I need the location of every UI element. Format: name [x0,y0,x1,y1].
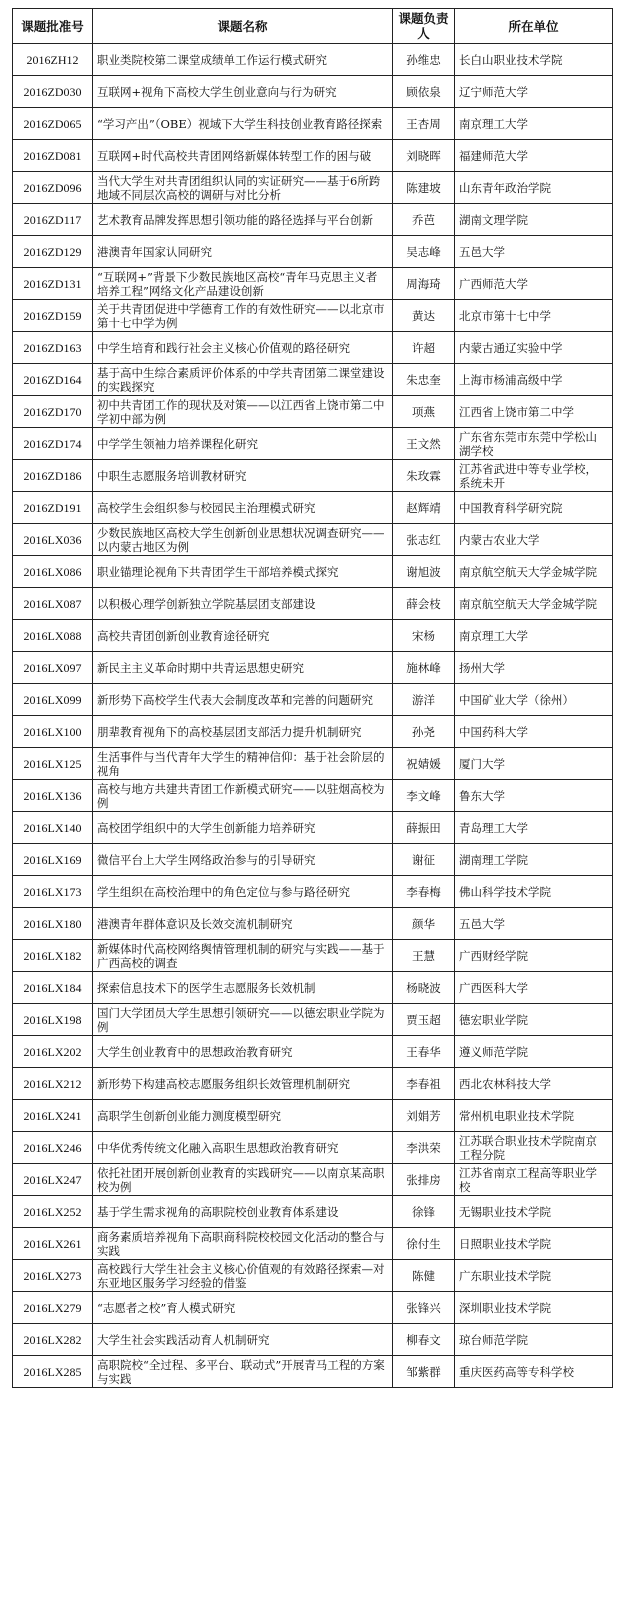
table-row [13,1228,613,1260]
approval-no-cell: 2016LX100 [13,716,93,748]
project-name-cell: 新媒体时代高校网络舆情管理机制的研究与实践——基于广西高校的调查 [93,940,393,972]
unit-cell: 厦门大学 [455,748,613,780]
approval-no-cell: 2016LX279 [13,1292,93,1324]
table-row [13,844,613,876]
leader-cell: 王杏周 [393,108,455,140]
unit-cell: 江苏省南京工程高等职业学校 [455,1164,613,1196]
approval-no-cell: 2016ZD131 [13,268,93,300]
table-row [13,1356,613,1388]
unit-cell: 中国矿业大学（徐州） [455,684,613,716]
table-row [13,1164,613,1196]
project-name-cell: 当代大学生对共青团组织认同的实证研究——基于6所跨地域不同层次高校的调研与对比分析 [93,172,393,204]
approval-no-cell: 2016LX212 [13,1068,93,1100]
approval-no-cell: 2016LX036 [13,524,93,556]
project-name-cell: 高校共青团创新创业教育途径研究 [93,620,393,652]
leader-cell: 孙维忠 [393,44,455,76]
leader-cell: 薛会枝 [393,588,455,620]
leader-cell: 贾玉超 [393,1004,455,1036]
table-row [13,1004,613,1036]
project-name-cell: 中华优秀传统文化融入高职生思想政治教育研究 [93,1132,393,1164]
approval-no-cell: 2016ZD159 [13,300,93,332]
unit-cell: 福建师范大学 [455,140,613,172]
unit-cell: 五邑大学 [455,908,613,940]
project-name-cell: 中学生培育和践行社会主义核心价值观的路径研究 [93,332,393,364]
project-name-cell: 探索信息技术下的医学生志愿服务长效机制 [93,972,393,1004]
leader-cell: 许超 [393,332,455,364]
approval-no-cell: 2016ZD174 [13,428,93,460]
leader-cell: 张排房 [393,1164,455,1196]
table-row [13,140,613,172]
table-row [13,1132,613,1164]
table-row [13,428,613,460]
unit-cell: 江苏省武进中等专业学校，系统未开 [455,460,613,492]
table-row [13,748,613,780]
leader-cell: 薛振田 [393,812,455,844]
unit-cell: 无锡职业技术学院 [455,1196,613,1228]
project-name-cell: 微信平台上大学生网络政治参与的引导研究 [93,844,393,876]
leader-cell: 刘晓晖 [393,140,455,172]
unit-cell: 湖南文理学院 [455,204,613,236]
table-row [13,76,613,108]
table-row [13,876,613,908]
table-row [13,524,613,556]
project-name-cell: 朋辈教育视角下的高校基层团支部活力提升机制研究 [93,716,393,748]
table-row [13,812,613,844]
table-row [13,940,613,972]
table-row [13,588,613,620]
approval-no-cell: 2016LX247 [13,1164,93,1196]
unit-cell: 佛山科学技术学院 [455,876,613,908]
approval-no-cell: 2016LX202 [13,1036,93,1068]
project-name-cell: 初中共青团工作的现状及对策——以江西省上饶市第二中学初中部为例 [93,396,393,428]
unit-cell: 江苏联合职业技术学院南京工程分院 [455,1132,613,1164]
project-name-cell: 职业锚理论视角下共青团学生干部培养模式探究 [93,556,393,588]
table-row [13,44,613,76]
table-row [13,300,613,332]
table-row [13,460,613,492]
leader-cell: 李文峰 [393,780,455,812]
unit-cell: 琼台师范学院 [455,1324,613,1356]
table-row [13,780,613,812]
table-row [13,908,613,940]
leader-cell: 张锋兴 [393,1292,455,1324]
leader-cell: 杨晓波 [393,972,455,1004]
leader-cell: 陈健 [393,1260,455,1292]
leader-cell: 王春华 [393,1036,455,1068]
project-table [12,8,613,1388]
project-name-cell: 职业类院校第二课堂成绩单工作运行模式研究 [93,44,393,76]
unit-cell: 五邑大学 [455,236,613,268]
unit-cell: 广西师范大学 [455,268,613,300]
table-row [13,204,613,236]
leader-cell: 王文然 [393,428,455,460]
unit-cell: 长白山职业技术学院 [455,44,613,76]
leader-cell: 柳春文 [393,1324,455,1356]
project-name-cell: 学生组织在高校治理中的角色定位与参与路径研究 [93,876,393,908]
leader-cell: 李洪荣 [393,1132,455,1164]
table-header-row [13,9,613,44]
approval-no-cell: 2016LX184 [13,972,93,1004]
table-row [13,1292,613,1324]
unit-cell: 遵义师范学院 [455,1036,613,1068]
unit-cell: 鲁东大学 [455,780,613,812]
table-row [13,556,613,588]
approval-no-cell: 2016LX099 [13,684,93,716]
table-row [13,1196,613,1228]
approval-no-cell: 2016ZD117 [13,204,93,236]
unit-cell: 南京航空航天大学金城学院 [455,588,613,620]
approval-no-cell: 2016LX241 [13,1100,93,1132]
project-name-cell: 高校学生会组织参与校园民主治理模式研究 [93,492,393,524]
project-name-cell: 国门大学团员大学生思想引领研究——以德宏职业学院为例 [93,1004,393,1036]
approval-no-cell: 2016LX086 [13,556,93,588]
approval-no-cell: 2016ZD030 [13,76,93,108]
leader-cell: 赵辉靖 [393,492,455,524]
project-name-cell: 关于共青团促进中学德育工作的有效性研究——以北京市第十七中学为例 [93,300,393,332]
approval-no-cell: 2016LX261 [13,1228,93,1260]
approval-no-cell: 2016LX087 [13,588,93,620]
unit-cell: 湖南理工学院 [455,844,613,876]
leader-cell: 陈建坡 [393,172,455,204]
leader-cell: 徐付生 [393,1228,455,1260]
approval-no-cell: 2016LX180 [13,908,93,940]
project-name-cell: 大学生社会实践活动育人机制研究 [93,1324,393,1356]
unit-cell: 南京航空航天大学金城学院 [455,556,613,588]
table-body [13,44,613,1388]
leader-cell: 宋杨 [393,620,455,652]
unit-cell: 重庆医药高等专科学校 [455,1356,613,1388]
leader-cell: 谢旭波 [393,556,455,588]
project-name-cell: 少数民族地区高校大学生创新创业思想状况调查研究——以内蒙古地区为例 [93,524,393,556]
table-row [13,236,613,268]
table-row [13,972,613,1004]
leader-cell: 游洋 [393,684,455,716]
unit-cell: 德宏职业学院 [455,1004,613,1036]
table-row [13,172,613,204]
table-row [13,1036,613,1068]
project-name-cell: 以积极心理学创新独立学院基层团支部建设 [93,588,393,620]
leader-cell: 刘娟芳 [393,1100,455,1132]
approval-no-cell: 2016LX169 [13,844,93,876]
project-name-cell: 高校践行大学生社会主义核心价值观的有效路径探索—对东亚地区服务学习经验的借鉴 [93,1260,393,1292]
project-name-cell: 互联网+视角下高校大学生创业意向与行为研究 [93,76,393,108]
approval-no-cell: 2016LX182 [13,940,93,972]
approval-no-cell: 2016ZD163 [13,332,93,364]
leader-cell: 乔芭 [393,204,455,236]
unit-cell: 西北农林科技大学 [455,1068,613,1100]
project-name-cell: 商务素质培养视角下高职商科院校校园文化活动的整合与实践 [93,1228,393,1260]
project-name-cell: 高职院校“全过程、多平台、联动式”开展青马工程的方案与实践 [93,1356,393,1388]
table-row [13,1100,613,1132]
table-row [13,332,613,364]
project-name-cell: 生活事件与当代青年大学生的精神信仰：基于社会阶层的视角 [93,748,393,780]
leader-cell: 朱忠奎 [393,364,455,396]
approval-no-cell: 2016ZD065 [13,108,93,140]
table-row [13,492,613,524]
header-unit: 所在单位 [455,9,613,44]
unit-cell: 广东省东莞市东莞中学松山湖学校 [455,428,613,460]
unit-cell: 青岛理工大学 [455,812,613,844]
leader-cell: 黄达 [393,300,455,332]
approval-no-cell: 2016LX252 [13,1196,93,1228]
project-name-cell: 中职生志愿服务培训教材研究 [93,460,393,492]
approval-no-cell: 2016ZD129 [13,236,93,268]
unit-cell: 江西省上饶市第二中学 [455,396,613,428]
table-row [13,716,613,748]
project-name-cell: 艺术教育品牌发挥思想引领功能的路径选择与平台创新 [93,204,393,236]
table-row [13,108,613,140]
table-row [13,652,613,684]
approval-no-cell: 2016LX246 [13,1132,93,1164]
project-name-cell: 高职学生创新创业能力测度模型研究 [93,1100,393,1132]
project-list [12,8,612,1388]
project-name-cell: 新形势下高校学生代表大会制度改革和完善的问题研究 [93,684,393,716]
unit-cell: 中国药科大学 [455,716,613,748]
project-name-cell: 高校与地方共建共青团工作新模式研究——以驻烟高校为例 [93,780,393,812]
unit-cell: 中国教育科学研究院 [455,492,613,524]
approval-no-cell: 2016ZD096 [13,172,93,204]
approval-no-cell: 2016LX140 [13,812,93,844]
project-name-cell: 新形势下构建高校志愿服务组织长效管理机制研究 [93,1068,393,1100]
project-name-cell: 港澳青年国家认同研究 [93,236,393,268]
approval-no-cell: 2016ZD081 [13,140,93,172]
project-name-cell: 新民主主义革命时期中共青运思想史研究 [93,652,393,684]
table-row [13,620,613,652]
header-approval-no: 课题批准号 [13,9,93,44]
unit-cell: 广东职业技术学院 [455,1260,613,1292]
project-name-cell: 依托社团开展创新创业教育的实践研究——以南京某高职校为例 [93,1164,393,1196]
approval-no-cell: 2016LX273 [13,1260,93,1292]
project-name-cell: 基于学生需求视角的高职院校创业教育体系建设 [93,1196,393,1228]
leader-cell: 祝婧媛 [393,748,455,780]
leader-cell: 朱玫霖 [393,460,455,492]
project-name-cell: 互联网+时代高校共青团网络新媒体转型工作的困与破 [93,140,393,172]
unit-cell: 内蒙古农业大学 [455,524,613,556]
project-name-cell: 港澳青年群体意识及长效交流机制研究 [93,908,393,940]
approval-no-cell: 2016LX125 [13,748,93,780]
unit-cell: 广西财经学院 [455,940,613,972]
approval-no-cell: 2016ZH12 [13,44,93,76]
leader-cell: 孙尧 [393,716,455,748]
approval-no-cell: 2016LX173 [13,876,93,908]
approval-no-cell: 2016ZD164 [13,364,93,396]
leader-cell: 邹紫群 [393,1356,455,1388]
unit-cell: 上海市杨浦高级中学 [455,364,613,396]
approval-no-cell: 2016LX198 [13,1004,93,1036]
unit-cell: 广西医科大学 [455,972,613,1004]
table-row [13,1324,613,1356]
unit-cell: 辽宁师范大学 [455,76,613,108]
leader-cell: 吴志峰 [393,236,455,268]
project-name-cell: “学习产出”（OBE）视域下大学生科技创业教育路径探索 [93,108,393,140]
table-row [13,364,613,396]
approval-no-cell: 2016ZD170 [13,396,93,428]
leader-cell: 张志红 [393,524,455,556]
table-row [13,396,613,428]
leader-cell: 李春梅 [393,876,455,908]
project-name-cell: “志愿者之校”育人模式研究 [93,1292,393,1324]
table-row [13,268,613,300]
table-row [13,684,613,716]
approval-no-cell: 2016LX097 [13,652,93,684]
table-row [13,1068,613,1100]
approval-no-cell: 2016LX282 [13,1324,93,1356]
leader-cell: 颜华 [393,908,455,940]
leader-cell: 李春祖 [393,1068,455,1100]
project-name-cell: 基于高中生综合素质评价体系的中学共青团第二课堂建设的实践探究 [93,364,393,396]
leader-cell: 谢征 [393,844,455,876]
approval-no-cell: 2016ZD186 [13,460,93,492]
project-name-cell: “互联网+”背景下少数民族地区高校“青年马克思主义者培养工程”网络文化产品建设创新 [93,268,393,300]
unit-cell: 南京理工大学 [455,620,613,652]
leader-cell: 项燕 [393,396,455,428]
project-name-cell: 大学生创业教育中的思想政治教育研究 [93,1036,393,1068]
approval-no-cell: 2016LX285 [13,1356,93,1388]
unit-cell: 日照职业技术学院 [455,1228,613,1260]
project-name-cell: 中学学生领袖力培养课程化研究 [93,428,393,460]
leader-cell: 周海琦 [393,268,455,300]
approval-no-cell: 2016LX088 [13,620,93,652]
leader-cell: 王慧 [393,940,455,972]
approval-no-cell: 2016LX136 [13,780,93,812]
project-name-cell: 高校团学组织中的大学生创新能力培养研究 [93,812,393,844]
approval-no-cell: 2016ZD191 [13,492,93,524]
leader-cell: 徐锋 [393,1196,455,1228]
unit-cell: 内蒙古通辽实验中学 [455,332,613,364]
unit-cell: 深圳职业技术学院 [455,1292,613,1324]
header-project-name: 课题名称 [93,9,393,44]
unit-cell: 山东青年政治学院 [455,172,613,204]
unit-cell: 常州机电职业技术学院 [455,1100,613,1132]
unit-cell: 扬州大学 [455,652,613,684]
header-leader: 课题负责人 [393,9,455,44]
leader-cell: 顾依泉 [393,76,455,108]
table-row [13,1260,613,1292]
leader-cell: 施林峰 [393,652,455,684]
unit-cell: 南京理工大学 [455,108,613,140]
unit-cell: 北京市第十七中学 [455,300,613,332]
